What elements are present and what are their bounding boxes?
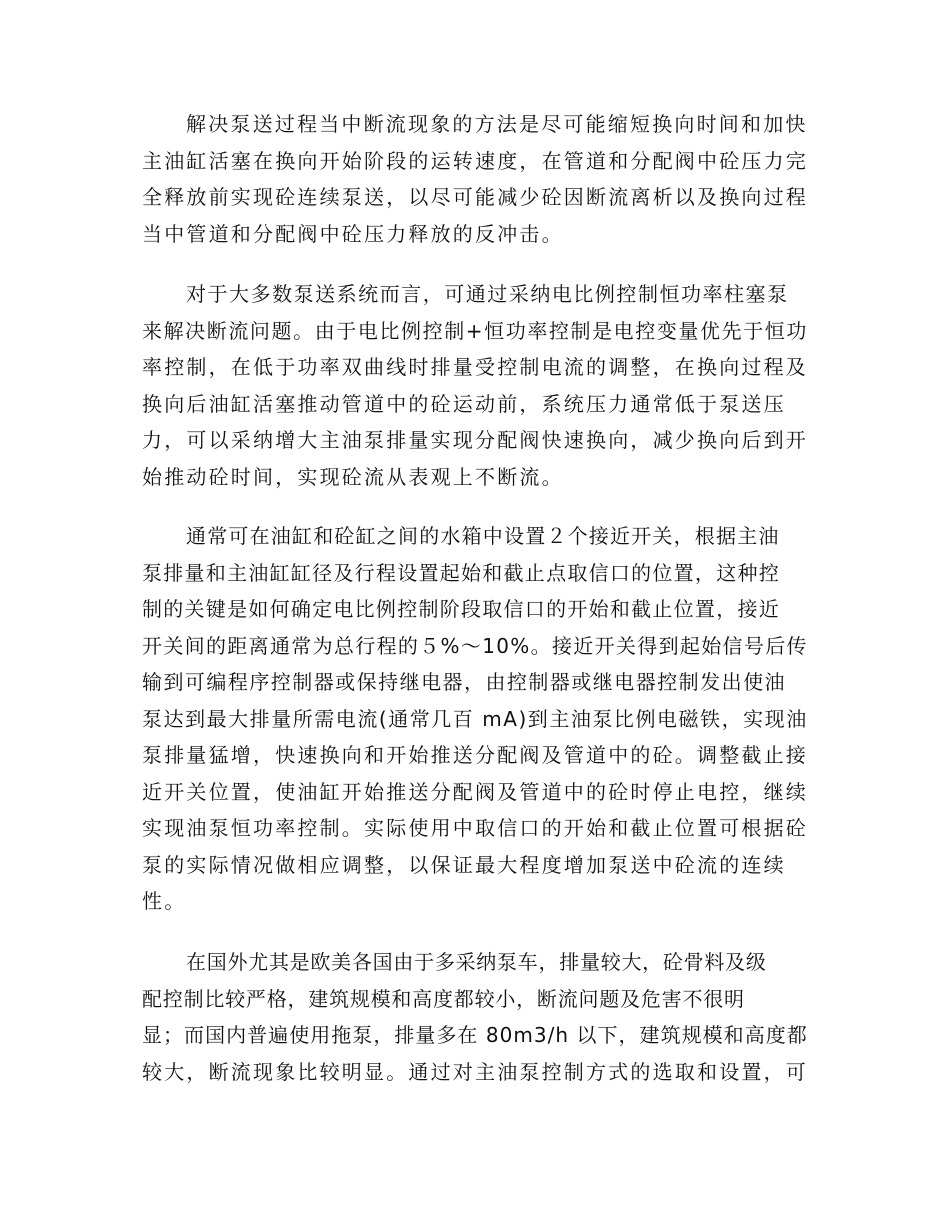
text-line: 当中管道和分配阀中砼压力释放的反冲击。 [142, 221, 564, 246]
text-line: 在国外尤其是欧美各国由于多采纳泵车，排量较大，砼骨料及级 [186, 950, 767, 974]
text-line: 较大，断流现象比较明显。通过对主油泵控制方式的选取和设置，可 [142, 1059, 808, 1084]
text-line: 泵排量猛增，快速换向和开始推送分配阀及管道中的砼。调整截止接 [142, 743, 808, 767]
text-line: 泵的实际情况做相应调整，以保证最大程度增加泵送中砼流的连续 [142, 852, 786, 877]
paragraph-1 [142, 106, 808, 252]
paragraph-4 [142, 944, 808, 1090]
paragraph-2 [142, 276, 808, 495]
text-line: 显；而国内普遍使用拖泵，排量多在 80m3/h 以下，建筑规模和高度都 [142, 1023, 808, 1047]
text-line: 制的关键是如何确定电比例控制阶段取信口的开始和截止位置，接近 [142, 597, 780, 621]
text-line: 解决泵送过程当中断流现象的方法是尽可能缩短换向时间和加快 [186, 112, 808, 136]
text-line: 开关间的距离通常为总行程的５%～10%。接近开关得到起始信号后传 [142, 633, 808, 658]
text-line: 实现油泵恒功率控制。实际使用中取信口的开始和截止位置可根据砼 [142, 816, 808, 840]
text-line: 性。 [142, 889, 187, 913]
text-line: 泵达到最大排量所需电流(通常几百 mA)到主油泵比例电磁铁，实现油 [142, 706, 808, 731]
text-line: 始推动砼时间，实现砼流从表观上不断流。 [142, 464, 564, 489]
text-line: 率控制，在低于功率双曲线时排量受控制电流的调整，在换向过程及 [142, 355, 808, 379]
text-line: 配控制比较严格，建筑规模和高度都较小，断流问题及危害不很明 [142, 986, 745, 1011]
text-line: 主油缸活塞在换向开始阶段的运转速度，在管道和分配阀中砼压力完 [142, 148, 808, 173]
text-line: 输到可编程序控制器或保持继电器，由控制器或继电器控制发出使油 [142, 670, 786, 694]
text-line: 对于大多数泵送系统而言，可通过采纳电比例控制恒功率柱塞泵 [186, 282, 789, 306]
paragraph-3 [142, 518, 808, 920]
text-line: 来解决断流问题。由于电比例控制+恒功率控制是电控变量优先于恒功 [142, 318, 808, 343]
text-line: 泵排量和主油缸缸径及行程设置起始和截止点取信口的位置，这种控 [142, 560, 780, 585]
text-line: 近开关位置，使油缸开始推送分配阀及管道中的砼时停止电控，继续 [142, 779, 808, 804]
text-line: 通常可在油缸和砼缸之间的水箱中设置２个接近开关，根据主油 [186, 524, 780, 548]
text-line: 力，可以采纳增大主油泵排量实现分配阀快速换向，减少换向后到开 [142, 428, 808, 452]
text-line: 换向后油缸活塞推动管道中的砼运动前，系统压力通常低于泵送压 [142, 391, 786, 416]
text-line: 全释放前实现砼连续泵送，以尽可能减少砼因断流离析以及换向过程 [142, 185, 808, 209]
